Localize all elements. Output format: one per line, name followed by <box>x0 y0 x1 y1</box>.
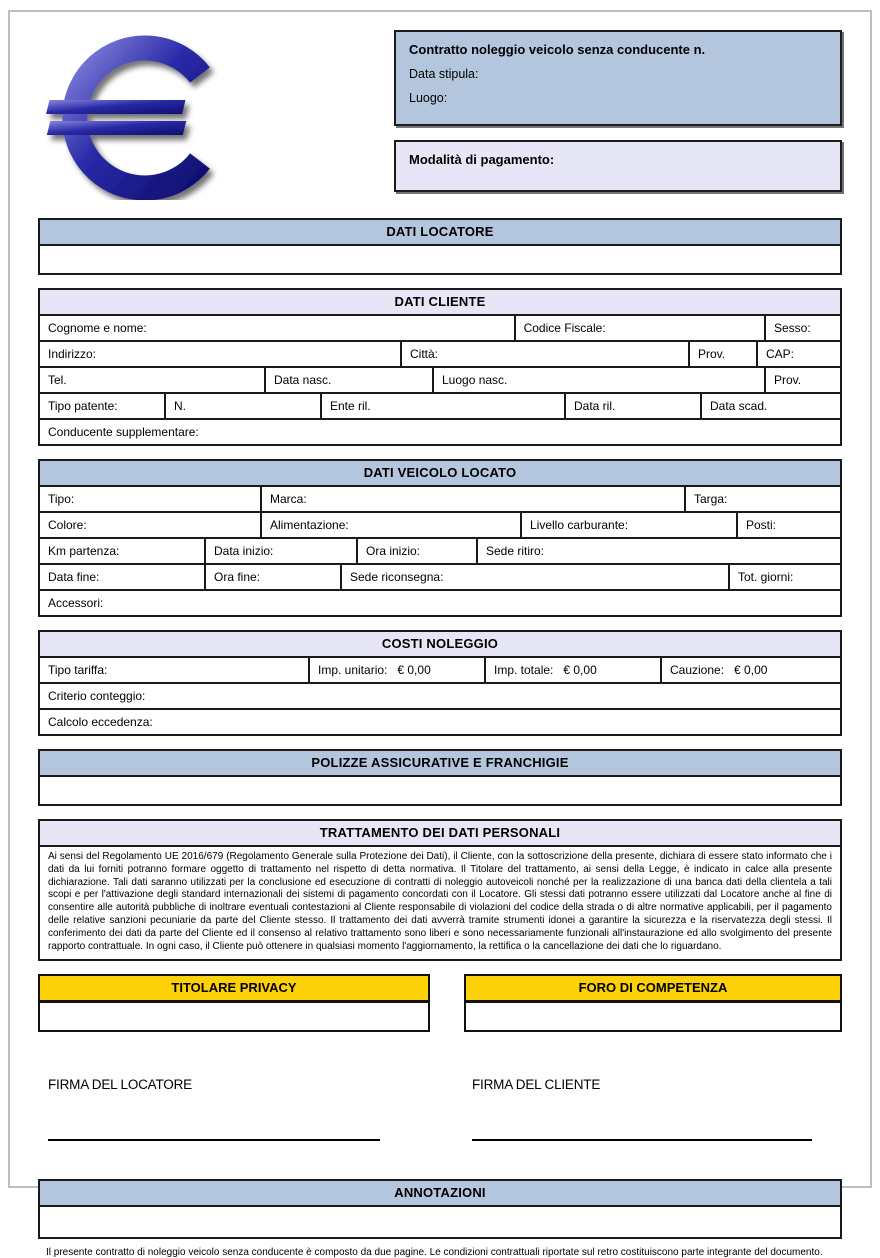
section-trattamento-dati <box>38 819 842 961</box>
field-label: Criterio conteggio: <box>48 689 146 703</box>
field-label: Tipo patente: <box>48 399 118 413</box>
section-dati-veicolo <box>38 459 842 617</box>
table-row <box>40 340 840 366</box>
field-label: Ente ril. <box>330 399 371 413</box>
field-data-stipula[interactable]: Data stipula: <box>409 67 479 81</box>
section-title-dati-locatore: DATI LOCATORE <box>40 220 840 246</box>
field-cauzione[interactable] <box>660 658 840 682</box>
foro-competenza-block <box>464 974 842 1032</box>
field-label: Sede riconsegna: <box>350 570 444 584</box>
field-data-fine[interactable] <box>40 565 204 589</box>
section-title-polizze: POLIZZE ASSICURATIVE E FRANCHIGIE <box>40 751 840 777</box>
field-numero-patente[interactable] <box>164 394 320 418</box>
field-label: Indirizzo: <box>48 347 97 361</box>
section-annotazioni <box>38 1179 842 1239</box>
field-label: Cognome e nome: <box>48 321 147 335</box>
polizze-input-area[interactable] <box>40 777 840 804</box>
table-row <box>40 392 840 418</box>
table-row <box>40 589 840 615</box>
field-label: Sesso: <box>773 321 811 335</box>
section-title-annotazioni: ANNOTAZIONI <box>40 1181 840 1207</box>
field-ora-fine[interactable] <box>204 565 340 589</box>
field-label: Luogo nasc. <box>442 373 508 387</box>
field-label: Calcolo eccedenza: <box>48 715 153 729</box>
field-value: € 0,00 <box>397 663 431 677</box>
field-cognome-e-nome[interactable] <box>40 316 514 340</box>
field-luogo[interactable]: Luogo: <box>409 91 448 105</box>
signature-cliente-block <box>440 1077 842 1141</box>
field-label: Città: <box>410 347 439 361</box>
field-label: Prov. <box>698 347 726 361</box>
field-posti[interactable] <box>736 513 840 537</box>
field-data-inizio[interactable] <box>204 539 356 563</box>
document-page <box>8 10 872 1258</box>
field-tipo-veicolo[interactable] <box>40 487 260 511</box>
section-title-trattamento-dati: TRATTAMENTO DEI DATI PERSONALI <box>40 821 840 847</box>
field-codice-fiscale[interactable] <box>514 316 764 340</box>
field-modalita-pagamento[interactable]: Modalità di pagamento: <box>409 152 555 167</box>
table-row <box>40 537 840 563</box>
field-label: Cauzione: <box>670 663 725 677</box>
field-tot-giorni[interactable] <box>728 565 840 589</box>
field-label: Targa: <box>694 492 728 506</box>
field-prov-nascita[interactable] <box>764 368 840 392</box>
field-label: Prov. <box>774 373 802 387</box>
field-targa[interactable] <box>684 487 840 511</box>
section-title-costi-noleggio: COSTI NOLEGGIO <box>40 632 840 658</box>
foro-competenza-input-area[interactable] <box>464 1000 842 1032</box>
titolare-privacy-input-area[interactable] <box>38 1000 430 1032</box>
field-tel[interactable] <box>40 368 264 392</box>
field-km-partenza[interactable] <box>40 539 204 563</box>
signature-row <box>38 1077 842 1141</box>
field-label: Data inizio: <box>214 544 274 558</box>
field-label: Tot. giorni: <box>738 570 794 584</box>
field-calcolo-eccedenza[interactable] <box>40 710 840 734</box>
payment-box <box>394 140 842 192</box>
table-row <box>40 487 840 511</box>
field-label: Codice Fiscale: <box>523 321 606 335</box>
field-alimentazione[interactable] <box>260 513 520 537</box>
euro-logo-icon <box>44 34 254 200</box>
field-label: Data scad. <box>710 399 768 413</box>
contract-title: Contratto noleggio veicolo senza conducente n. <box>409 42 706 57</box>
field-prov[interactable] <box>688 342 756 366</box>
field-tipo-patente[interactable] <box>40 394 164 418</box>
table-row <box>40 366 840 392</box>
field-label: Livello carburante: <box>530 518 629 532</box>
field-colore[interactable] <box>40 513 260 537</box>
field-cap[interactable] <box>756 342 840 366</box>
field-value: € 0,00 <box>563 663 597 677</box>
field-conducente-supplementare[interactable] <box>40 420 840 444</box>
field-tipo-tariffa[interactable] <box>40 658 308 682</box>
contract-title-box <box>394 30 842 126</box>
section-title-dati-cliente: DATI CLIENTE <box>40 290 840 316</box>
field-citta[interactable] <box>400 342 688 366</box>
field-sede-ritiro[interactable] <box>476 539 840 563</box>
section-dati-cliente <box>38 288 842 446</box>
field-data-rilascio[interactable] <box>564 394 700 418</box>
signature-cliente-line[interactable] <box>472 1139 812 1141</box>
field-marca[interactable] <box>260 487 684 511</box>
field-data-scadenza[interactable] <box>700 394 840 418</box>
field-label: Accessori: <box>48 596 104 610</box>
field-label: Tel. <box>48 373 67 387</box>
field-criterio-conteggio[interactable] <box>40 684 840 708</box>
dati-locatore-input-area[interactable] <box>40 246 840 273</box>
field-label: Imp. totale: <box>494 663 554 677</box>
field-label: Data ril. <box>574 399 616 413</box>
titolare-privacy-block <box>38 974 430 1032</box>
signature-cliente-label: FIRMA DEL CLIENTE <box>472 1077 601 1093</box>
field-label: Km partenza: <box>48 544 120 558</box>
field-label: Tipo tariffa: <box>48 663 108 677</box>
table-row <box>40 418 840 444</box>
table-row <box>40 511 840 537</box>
field-label: Imp. unitario: <box>318 663 388 677</box>
field-label: Conducente supplementare: <box>48 425 199 439</box>
field-label: Data fine: <box>48 570 100 584</box>
field-ente-rilascio[interactable] <box>320 394 564 418</box>
field-label: Data nasc. <box>274 373 332 387</box>
field-indirizzo[interactable] <box>40 342 400 366</box>
field-label: Ora inizio: <box>366 544 421 558</box>
field-sede-riconsegna[interactable] <box>340 565 728 589</box>
field-label: Ora fine: <box>214 570 261 584</box>
field-label: Marca: <box>270 492 307 506</box>
field-label: N. <box>174 399 186 413</box>
table-row <box>40 658 840 682</box>
field-label: CAP: <box>766 347 795 361</box>
signature-locatore-block <box>38 1077 440 1141</box>
page-header <box>38 30 842 200</box>
field-data-nascita[interactable] <box>264 368 432 392</box>
table-row <box>40 563 840 589</box>
section-title-dati-veicolo: DATI VEICOLO LOCATO <box>40 461 840 487</box>
privacy-foro-row <box>38 974 842 1032</box>
foro-competenza-title: FORO DI COMPETENZA <box>464 974 842 1002</box>
section-dati-locatore <box>38 218 842 275</box>
annotazioni-input-area[interactable] <box>40 1207 840 1237</box>
table-row <box>40 708 840 734</box>
signature-locatore-line[interactable] <box>48 1139 380 1141</box>
field-ora-inizio[interactable] <box>356 539 476 563</box>
field-importo-totale[interactable] <box>484 658 660 682</box>
field-luogo-nascita[interactable] <box>432 368 764 392</box>
field-accessori[interactable] <box>40 591 840 615</box>
table-row <box>40 682 840 708</box>
field-sesso[interactable] <box>764 316 840 340</box>
signature-locatore-label: FIRMA DEL LOCATORE <box>48 1077 192 1093</box>
privacy-paragraph: Ai sensi del Regolamento UE 2016/679 (Regolamento Generale sulla Protezione dei Dati), il Cliente, con la sottoscrizione della presente, dichiara di essere stato informato che i dati da lui forniti potranno formare oggetto di trattamento nel rispetto di detta normativa. Il Titolare del trattamento, ai sensi della Legge, è indicato in calce alla presente dichiarazione. Tali dati saranno utilizzati per la conclusione ed esecuzione di contratti di noleggio autoveicoli nonché per la realizzazione di una banca dati della clientela a tali scopi e per l'attivazione degli standard internazionali dei sistemi di pagamento concordati con il Locatore. Gli stessi dati potranno essere utilizzati dal Locatore anche al fine di consentire alle autorità pubbliche di inoltrare eventuali contestazioni al Cliente responsabile di violazioni del codice della strada o di altre normative applicabili, per il pagamento delle relative sanzioni pecuniarie da parte del Cliente stesso. Il trattamento dei dati avverrà tramite strumenti idonei a garantire la sicurezza e la riservatezza degli stessi. Il conferimento dei dati da parte del Cliente ed il consenso al relativo trattamento sono liberi e sono necessariamente funzionali all'instaurazione ed allo svolgimento del presente rapporto contrattuale. In ogni caso, il Cliente può ottenere in qualsiasi momento l'aggiornamento, la rettifica o la cancellazione dei dati che lo riguardano. <box>48 851 832 952</box>
field-label: Colore: <box>48 518 87 532</box>
titolare-privacy-title: TITOLARE PRIVACY <box>38 974 430 1002</box>
section-costi-noleggio <box>38 630 842 736</box>
field-importo-unitario[interactable] <box>308 658 484 682</box>
footer-note: Il presente contratto di noleggio veicolo senza conducente è composto da due pagine. Le condizioni contrattuali riportate sul retro costituiscono parte integrante del documento. <box>46 1247 823 1258</box>
field-label: Tipo: <box>48 492 75 506</box>
field-value: € 0,00 <box>734 663 768 677</box>
section-polizze <box>38 749 842 806</box>
field-label: Sede ritiro: <box>486 544 545 558</box>
field-label: Alimentazione: <box>270 518 349 532</box>
table-row <box>40 316 840 340</box>
field-label: Posti: <box>746 518 777 532</box>
field-livello-carburante[interactable] <box>520 513 736 537</box>
